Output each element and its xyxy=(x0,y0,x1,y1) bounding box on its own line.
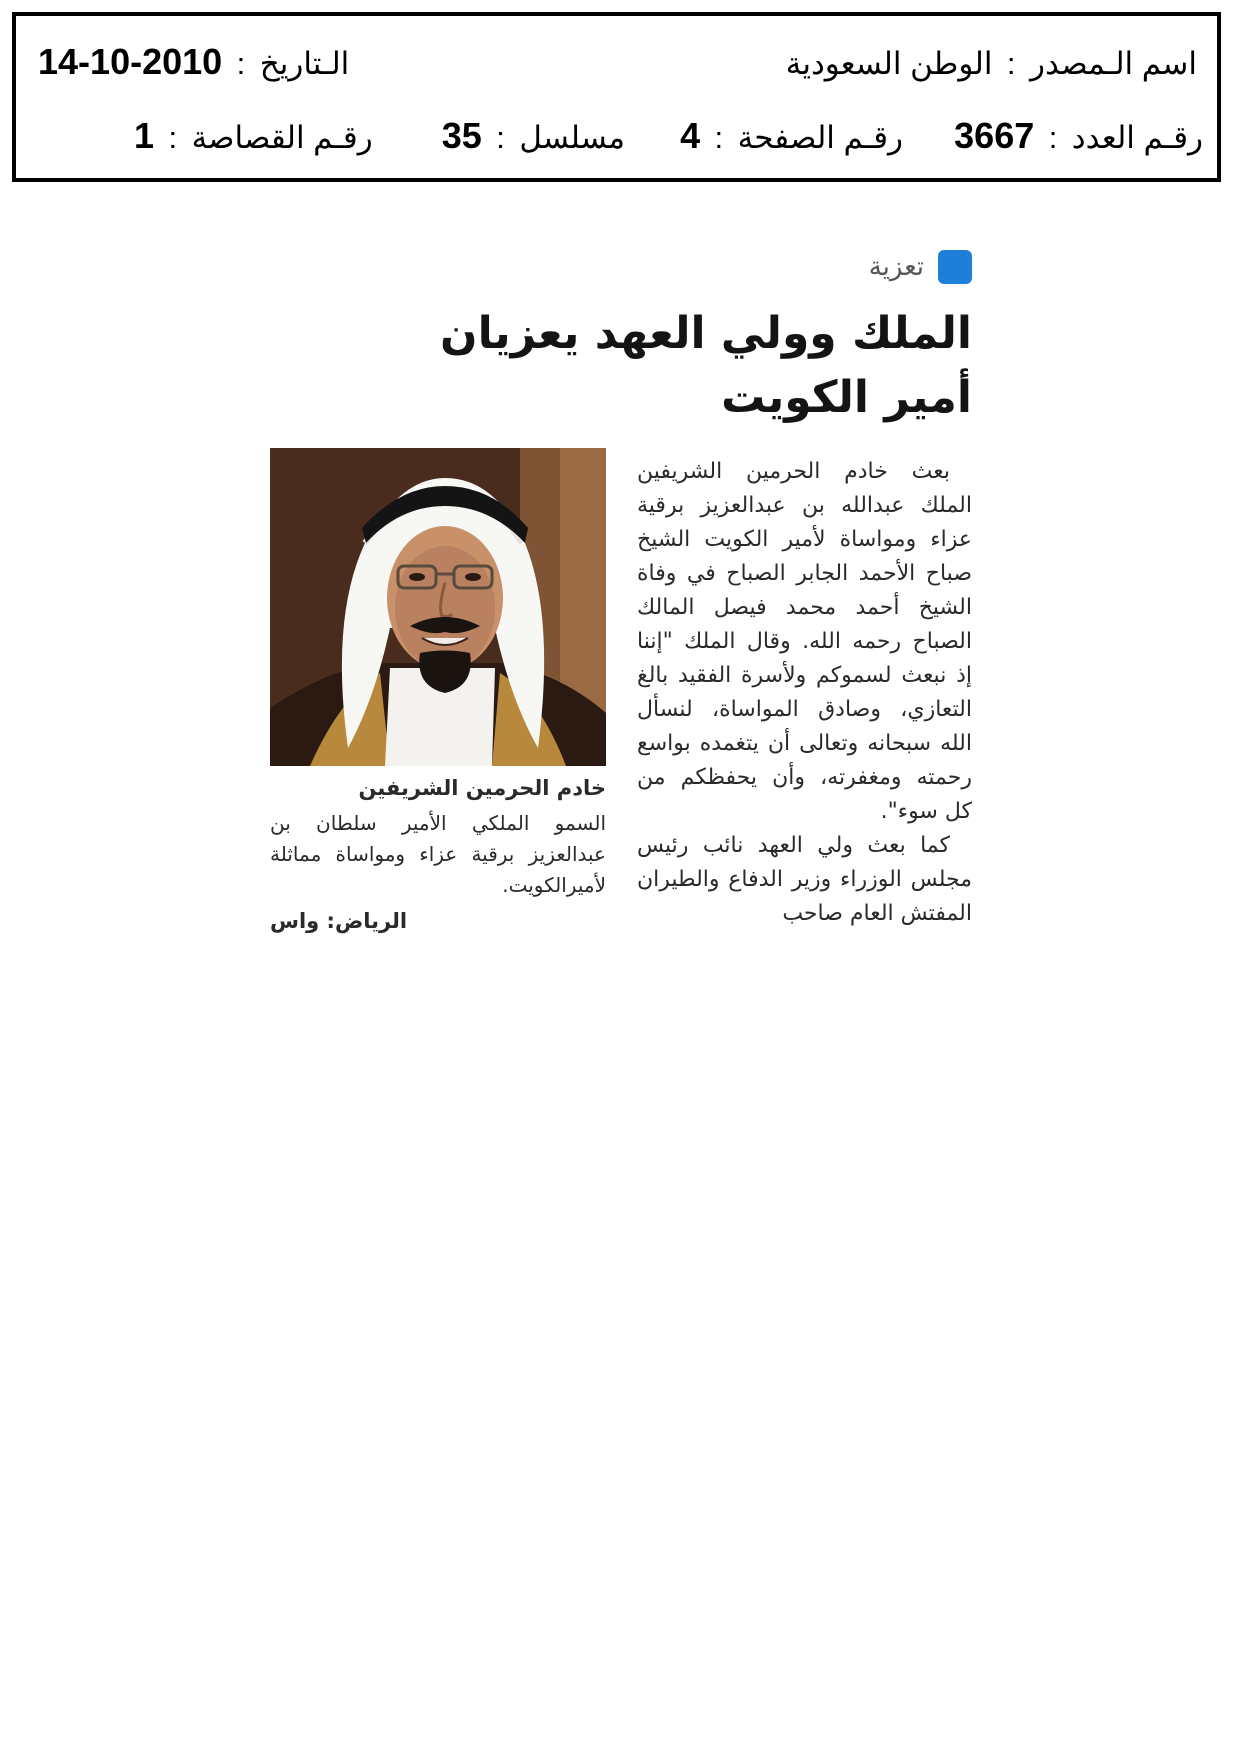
page-separator: : xyxy=(714,120,724,155)
article-body xyxy=(637,455,972,931)
portrait-illustration xyxy=(270,448,606,766)
date-value: 2010-10-14 xyxy=(38,41,223,82)
section-square-icon xyxy=(938,250,972,284)
photo-caption xyxy=(270,772,606,937)
clip-field xyxy=(134,115,373,156)
headline-line-2: أمير الكويت xyxy=(721,372,972,423)
serial-separator: : xyxy=(496,120,505,155)
date-label: الـتاريخ xyxy=(259,46,350,81)
issue-separator: : xyxy=(1048,120,1058,155)
date-field xyxy=(38,41,350,82)
source-value: الوطن السعودية xyxy=(785,46,993,81)
issue-field xyxy=(954,115,1203,156)
section-label: تعزية xyxy=(868,252,924,282)
serial-label: مسلسل xyxy=(519,120,625,155)
caption-credit: الرياض: واس xyxy=(270,909,408,933)
caption-text: السمو الملكي الأمير سلطان بن عبدالعزيز برقية عزاء ومواساة مماثلة لأميرالكويت. xyxy=(270,811,606,897)
issue-label: رقـم العدد xyxy=(1071,120,1203,155)
source-separator: : xyxy=(1006,46,1016,81)
caption-title: خادم الحرمين الشريفين xyxy=(358,776,606,800)
page-value: 4 xyxy=(680,115,701,156)
date-separator: : xyxy=(236,46,246,81)
clip-value: 1 xyxy=(134,115,155,156)
clip-label: رقـم القصاصة xyxy=(191,120,373,155)
source-field xyxy=(786,48,1197,79)
clip-separator: : xyxy=(168,120,178,155)
issue-value: 3667 xyxy=(954,115,1035,156)
page-field xyxy=(680,115,903,156)
source-label: اسم الـمصدر xyxy=(1029,46,1197,81)
section-tag xyxy=(869,250,972,284)
page-label: رقـم الصفحة xyxy=(737,120,903,155)
article-paragraph-1: بعث خادم الحرمين الشريفين الملك عبدالله بن عبدالعزيز برقية عزاء ومواساة لأمير الكويت الشيخ صباح الأحمد الجابر الصباح في وفاة الشيخ أحمد محمد فيصل المالك الصباح رحمه الله. وقال الملك "إننا إذ نبعث لسموكم ولأسرة الفقيد بالغ التعازي، وصادق المواساة، لنسأل الله سبحانه وتعالى أن يتغمده بواسع رحمته ومغفرته، وأن يحفظكم من كل سوء". xyxy=(637,459,972,824)
article-paragraph-2: كما بعث ولي العهد نائب رئيس مجلس الوزراء وزير الدفاع والطيران المفتش العام صاحب xyxy=(637,833,972,926)
serial-field xyxy=(441,115,625,156)
king-portrait-photo xyxy=(270,448,606,766)
serial-value: 35 xyxy=(441,115,482,156)
headline-line-1: الملك وولي العهد يعزيان xyxy=(440,308,972,359)
clipping-metadata-box xyxy=(12,12,1221,182)
article-headline xyxy=(272,302,972,430)
